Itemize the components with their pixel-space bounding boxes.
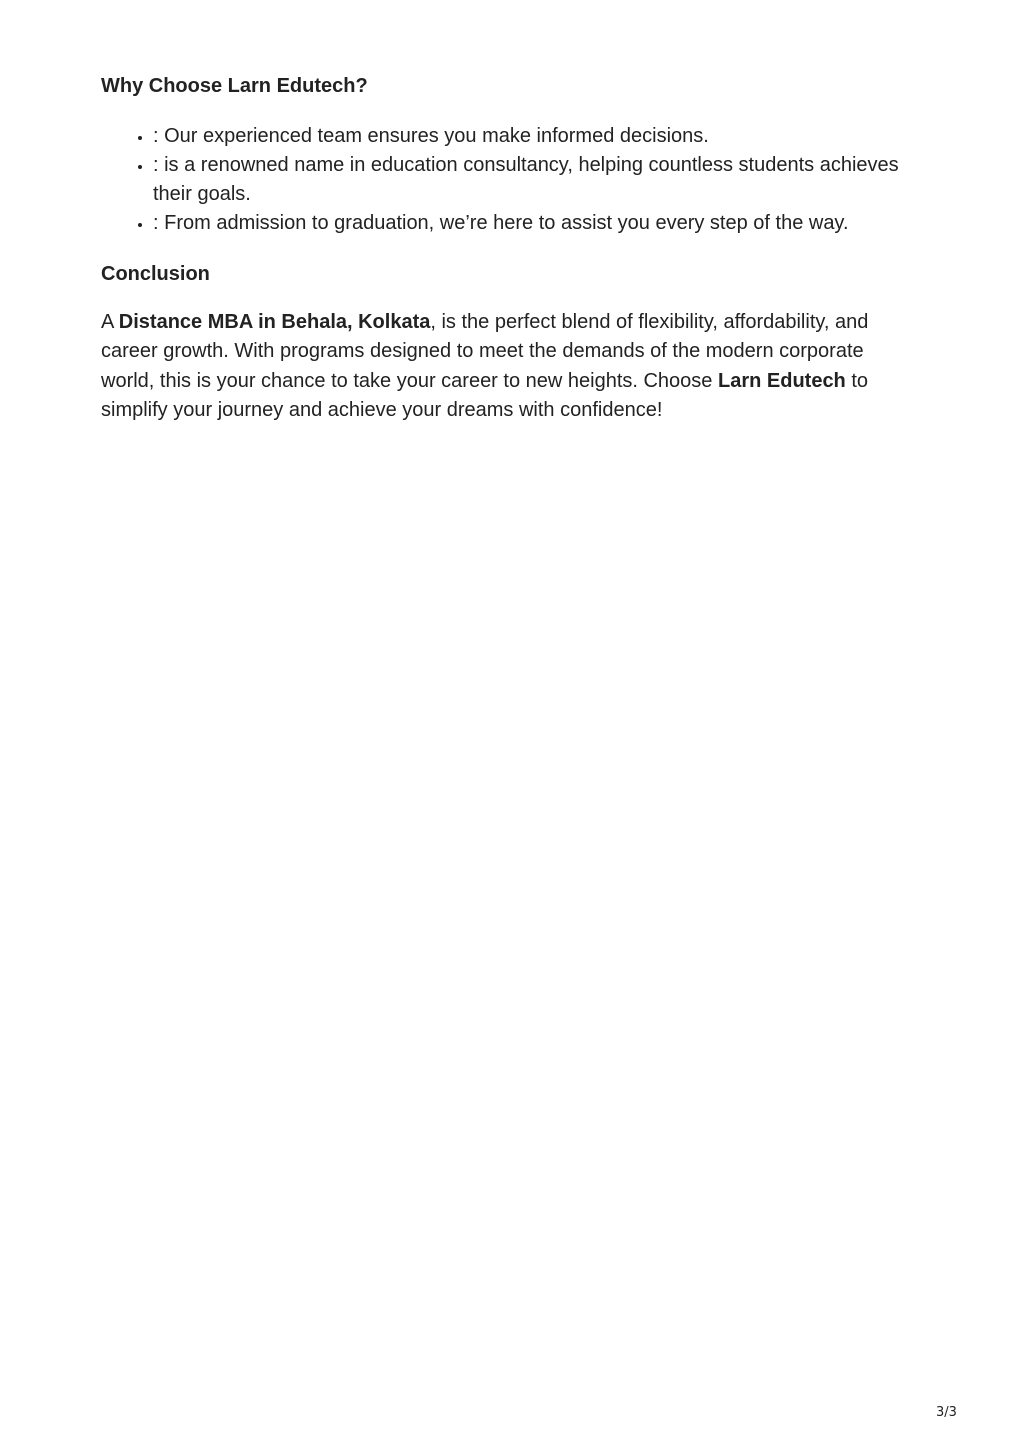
benefits-list [101,122,911,238]
bold-course-name: Distance MBA in Behala, Kolkata [118,311,431,333]
why-choose-heading: Why Choose Larn Edutech? [101,75,368,97]
page-number: 3/3 [936,1405,957,1420]
document-body [101,72,911,425]
list-item: • : Our experienced team ensures you make informed decisions. [153,122,911,151]
paragraph-text: A [101,311,119,333]
list-item: • : From admission to graduation, we’re here to assist you every step of the way. [153,209,911,238]
list-item: • : is a renowned name in education consultancy, helping countless students achieves their goals. [153,151,911,209]
conclusion-paragraph [101,308,911,425]
paragraph-text: to simplify your journey and achieve your dreams with confidence! [101,369,869,421]
conclusion-heading: Conclusion [101,263,210,285]
bold-company-name: Larn Edutech [717,369,846,392]
paragraph-text: , is the perfect blend of flexibility, affordability, and career growth. With programs designed to meet the demands of the modern corporate world, this is your chance to take your career to new heights. Choose [101,311,869,392]
